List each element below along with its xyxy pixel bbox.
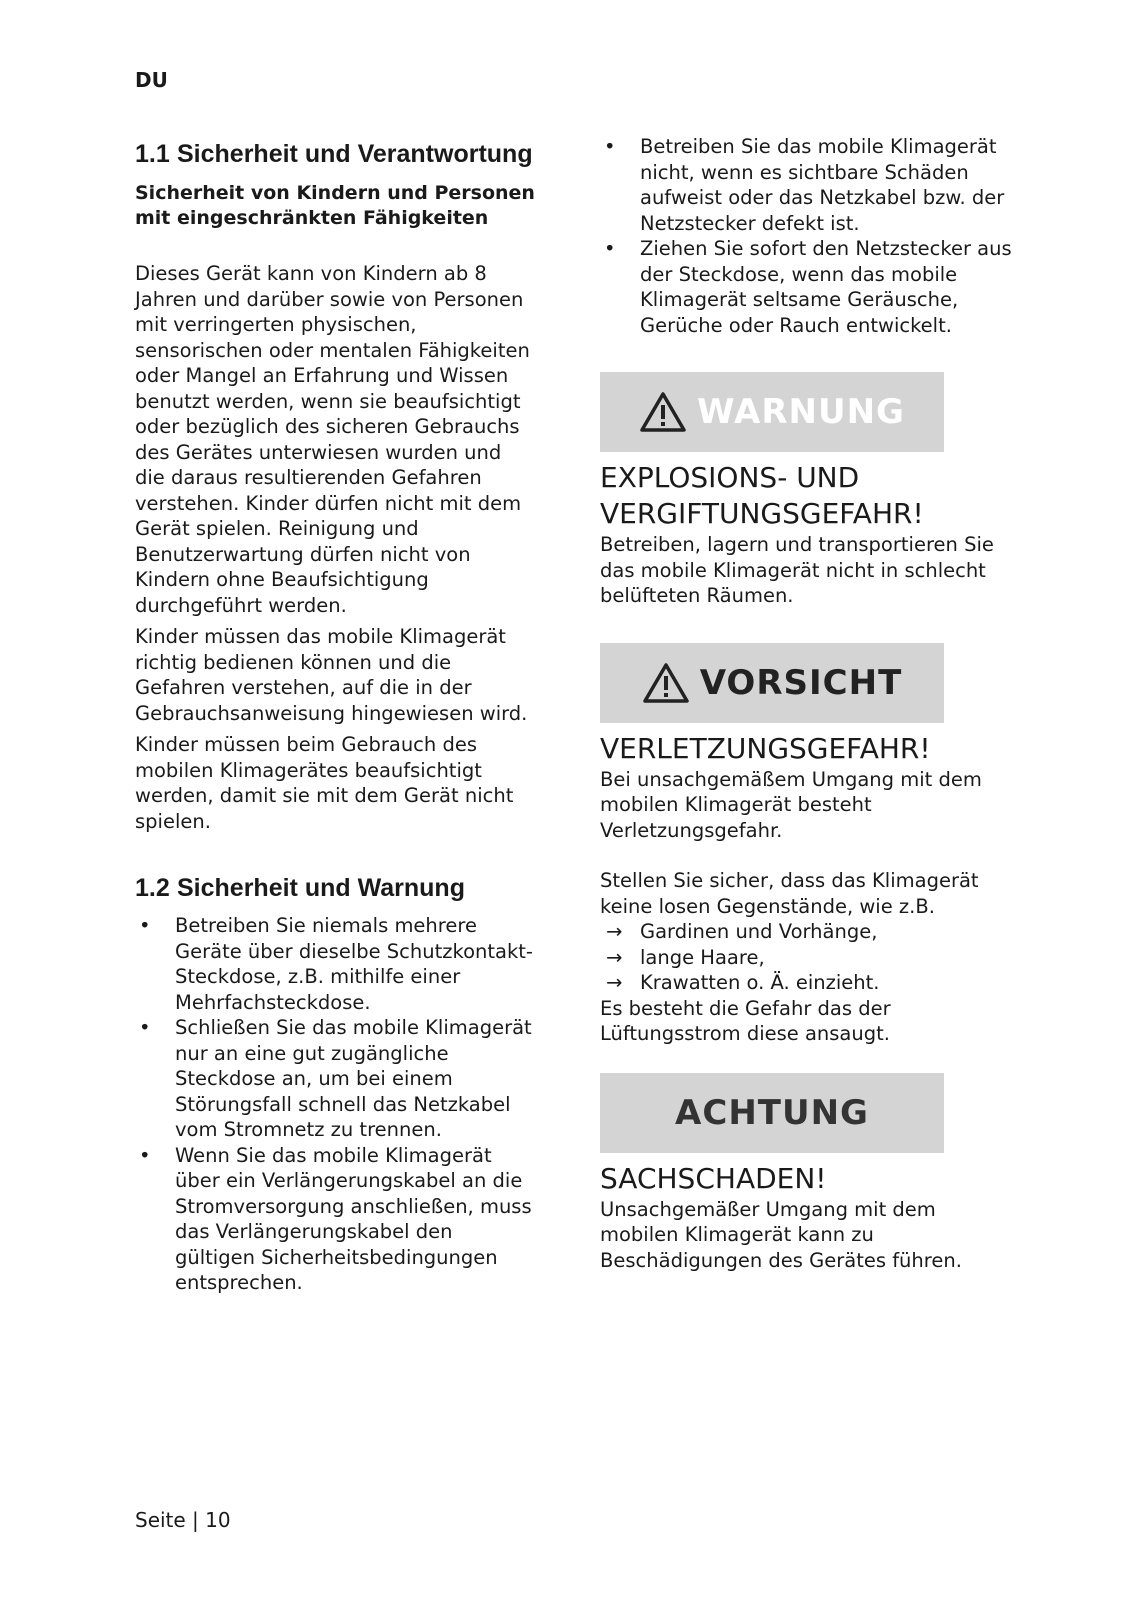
caution-banner <box>600 643 944 723</box>
safety-bullet-list <box>135 913 535 1296</box>
bullet-icon: • <box>604 135 616 158</box>
section-number: 1.1 <box>135 140 170 168</box>
hazard-title: SACHSCHADEN! <box>600 1161 827 1195</box>
warning-triangle-icon <box>639 391 687 433</box>
arrow-list <box>600 919 1020 996</box>
list-item-text: Betreiben Sie das mobile Klimagerät nicht, wenn es sichtbare Schäden aufweist oder das Netzkabel bzw. der Netzstecker defekt ist. <box>640 135 1005 235</box>
paragraph: Dieses Gerät kann von Kindern ab 8 Jahren und darüber sowie von Personen mit verringerten physischen, sensorischen oder mentalen Fähigkeiten oder Mangel an Erfahrung und Wissen benutzt werden, wenn sie beaufsichtigt oder bezüglich des sicheren Gebrauchs des Gerätes unterwiesen wurden und die daraus resultierenden Gefahren verstehen. Kinder dürfen nicht mit dem Gerät spielen. Reinigung und Benutzerwartung dürfen nicht von Kindern ohne Beaufsichtigung durchgeführt werden. <box>135 262 530 617</box>
hazard-title: VERLETZUNGSGEFAHR! <box>600 731 931 765</box>
bullet-icon: • <box>604 237 616 260</box>
list-item <box>135 913 535 1015</box>
page-number: Seite | 10 <box>135 1508 231 1532</box>
list-item <box>600 945 1020 971</box>
list-item-text: Wenn Sie das mobile Klimagerät über ein Verlängerungskabel an die Stromversorgung anschließen, muss das Verlängerungskabel den gültigen Sicherheitsbedingungen entsprechen. <box>175 1143 532 1294</box>
attention-banner <box>600 1073 944 1153</box>
language-code: DU <box>135 68 168 92</box>
section-title: Sicherheit und Verantwortung <box>177 140 533 168</box>
bullet-icon: • <box>139 1016 151 1039</box>
list-item <box>600 970 1020 996</box>
list-item <box>600 236 1020 338</box>
list-item-text: Schließen Sie das mobile Klimagerät nur an eine gut zugängliche Steckdose an, um bei einem Störungsfall schnell das Netzkabel vom Stromnetz zu trennen. <box>175 1016 532 1141</box>
list-item <box>600 134 1020 236</box>
paragraph: Kinder müssen das mobile Klimagerät richtig bedienen können und die Gefahren verstehen, auf die in der Gebrauchsanweisung hingewiesen wird. <box>135 625 528 725</box>
arrow-right-icon: → <box>606 920 623 943</box>
subheading-children-safety: Sicherheit von Kindern und Personen mit eingeschränkten Fähigkeiten <box>135 182 535 229</box>
paragraph: Bei unsachgemäßem Umgang mit dem mobilen Klimagerät besteht Verletzungsgefahr. <box>600 767 982 842</box>
paragraph: Es besteht die Gefahr das der Lüftungsstrom diese ansaugt. <box>600 996 891 1045</box>
banner-label: VORSICHT <box>699 662 903 703</box>
list-item-text: Ziehen Sie sofort den Netzstecker aus der Steckdose, wenn das mobile Klimagerät seltsame Geräusche, Gerüche oder Rauch entwickelt. <box>640 237 1012 337</box>
safety-bullet-list <box>600 134 1020 338</box>
section-heading-1-1 <box>135 136 535 173</box>
warning-triangle-icon <box>642 662 690 704</box>
right-column <box>600 134 1020 1273</box>
paragraph: Unsachgemäßer Umgang mit dem mobilen Klimagerät kann zu Beschädigungen des Gerätes führen. <box>600 1197 962 1272</box>
bullet-icon: • <box>139 1143 151 1167</box>
section-number: 1.2 <box>135 874 170 902</box>
list-item-text: lange Haare, <box>640 945 765 969</box>
paragraph: Kinder müssen beim Gebrauch des mobilen Klimagerätes beaufsichtigt werden, damit sie mit dem Gerät nicht spielen. <box>135 733 514 833</box>
warning-banner <box>600 372 944 452</box>
list-item <box>600 919 1020 945</box>
list-item <box>135 1143 535 1296</box>
section-heading-1-2 <box>135 870 535 907</box>
list-item <box>135 1015 535 1143</box>
paragraph: Betreiben, lagern und transportieren Sie das mobile Klimagerät nicht in schlecht belüfteten Räumen. <box>600 533 994 607</box>
hazard-title: EXPLOSIONS- UND VERGIFTUNGSGEFAHR! <box>600 461 924 530</box>
section-title: Sicherheit und Warnung <box>177 874 465 902</box>
arrow-right-icon: → <box>606 971 623 994</box>
list-item-text: Krawatten o. Ä. einzieht. <box>640 971 880 994</box>
left-column <box>135 136 535 1296</box>
bullet-icon: • <box>139 914 151 937</box>
paragraph: Stellen Sie sicher, dass das Klimagerät keine losen Gegenstände, wie z.B. <box>600 869 979 918</box>
banner-label: ACHTUNG <box>675 1092 869 1133</box>
arrow-right-icon: → <box>606 945 623 969</box>
list-item-text: Gardinen und Vorhänge, <box>640 920 878 943</box>
list-item-text: Betreiben Sie niemals mehrere Geräte über dieselbe Schutzkontakt-Steckdose, z.B. mithilfe einer Mehrfachsteckdose. <box>175 914 533 1014</box>
banner-label: WARNUNG <box>697 392 905 432</box>
